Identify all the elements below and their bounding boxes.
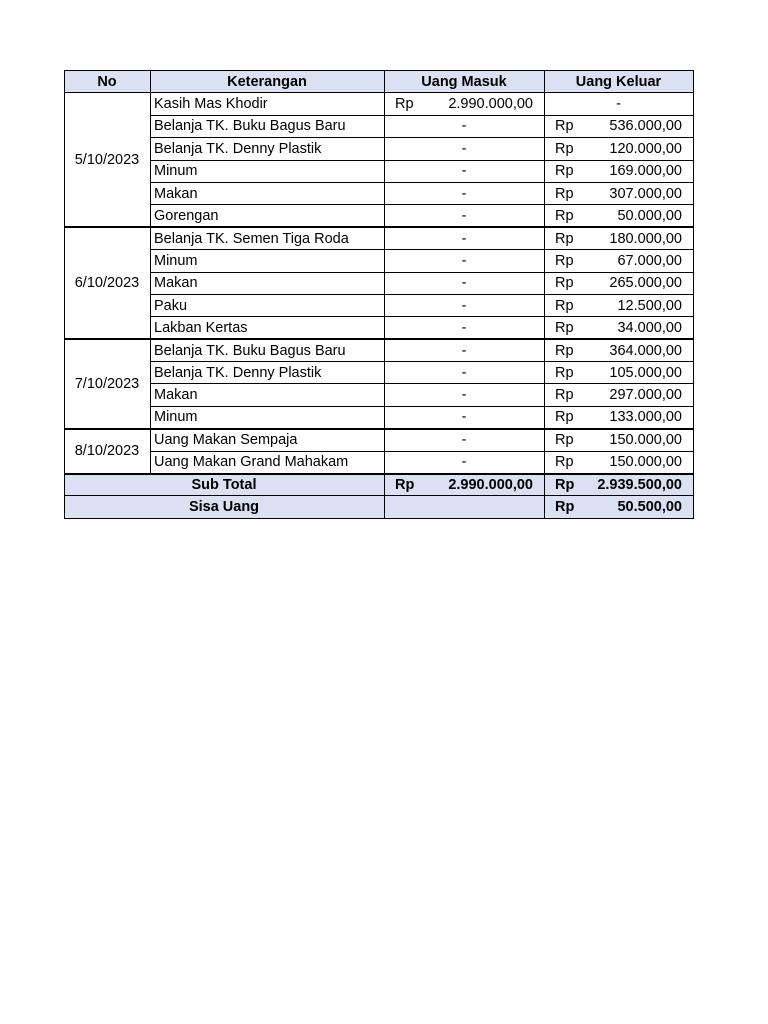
table-row <box>65 250 694 272</box>
empty-dash: - <box>461 454 467 471</box>
amount-value: 67.000,00 <box>617 252 682 269</box>
currency-label: Rp <box>555 118 574 135</box>
uang-masuk-cell[interactable] <box>385 205 545 227</box>
subtotal-out-cell[interactable] <box>545 474 694 496</box>
amount-value: 150.000,00 <box>609 454 682 471</box>
uang-keluar-cell[interactable] <box>545 227 694 249</box>
empty-dash: - <box>461 163 467 180</box>
currency-label: Rp <box>555 476 575 493</box>
currency-label: Rp <box>395 96 414 113</box>
uang-masuk-cell[interactable] <box>385 227 545 249</box>
uang-masuk-cell[interactable] <box>385 362 545 384</box>
keterangan-cell[interactable]: Makan <box>151 272 385 294</box>
empty-dash: - <box>461 387 467 404</box>
amount-value: 265.000,00 <box>609 275 682 292</box>
currency-label: Rp <box>555 230 574 247</box>
empty-dash: - <box>461 140 467 157</box>
uang-keluar-cell[interactable] <box>545 205 694 227</box>
date-cell[interactable]: 5/10/2023 <box>65 93 151 227</box>
sisa-uang-value: 50.500,00 <box>617 499 682 516</box>
keterangan-cell[interactable]: Lakban Kertas <box>151 317 385 339</box>
keterangan-cell[interactable]: Uang Makan Sempaja <box>151 429 385 451</box>
sisa-uang-row <box>65 496 694 518</box>
table-row <box>65 429 694 451</box>
keterangan-cell[interactable]: Minum <box>151 406 385 428</box>
uang-keluar-cell[interactable] <box>545 272 694 294</box>
empty-dash: - <box>461 409 467 426</box>
uang-keluar-cell[interactable] <box>545 317 694 339</box>
uang-keluar-cell[interactable] <box>545 93 694 115</box>
table-row <box>65 317 694 339</box>
header-uang-masuk[interactable]: Uang Masuk <box>385 71 545 93</box>
uang-keluar-cell[interactable] <box>545 138 694 160</box>
subtotal-in-value: 2.990.000,00 <box>448 476 533 493</box>
uang-keluar-cell[interactable] <box>545 115 694 137</box>
uang-keluar-cell[interactable] <box>545 406 694 428</box>
uang-masuk-cell[interactable] <box>385 429 545 451</box>
amount-value: 169.000,00 <box>609 163 682 180</box>
currency-label: Rp <box>555 319 574 336</box>
keterangan-cell[interactable]: Makan <box>151 182 385 204</box>
keterangan-cell[interactable]: Minum <box>151 250 385 272</box>
empty-dash: - <box>461 185 467 202</box>
empty-dash: - <box>461 432 467 449</box>
empty-dash: - <box>461 252 467 269</box>
currency-label: Rp <box>555 454 574 471</box>
amount-value: 133.000,00 <box>609 409 682 426</box>
uang-masuk-cell[interactable] <box>385 317 545 339</box>
header-uang-keluar[interactable]: Uang Keluar <box>545 71 694 93</box>
empty-dash: - <box>461 364 467 381</box>
table-row <box>65 451 694 473</box>
date-cell[interactable]: 6/10/2023 <box>65 227 151 339</box>
empty-dash: - <box>461 297 467 314</box>
sisa-uang-in-cell[interactable] <box>385 496 545 518</box>
amount-value: 34.000,00 <box>617 319 682 336</box>
uang-masuk-cell[interactable] <box>385 272 545 294</box>
empty-dash: - <box>461 275 467 292</box>
amount-value: 180.000,00 <box>609 230 682 247</box>
ledger-table <box>64 70 694 519</box>
date-cell[interactable]: 7/10/2023 <box>65 339 151 429</box>
amount-value: 50.000,00 <box>617 207 682 224</box>
ledger-body <box>65 93 694 474</box>
uang-keluar-cell[interactable] <box>545 429 694 451</box>
keterangan-cell[interactable]: Belanja TK. Denny Plastik <box>151 362 385 384</box>
uang-masuk-cell[interactable] <box>385 384 545 406</box>
amount-value: 307.000,00 <box>609 185 682 202</box>
keterangan-cell[interactable]: Belanja TK. Buku Bagus Baru <box>151 339 385 361</box>
currency-label: Rp <box>555 275 574 292</box>
currency-label: Rp <box>555 185 574 202</box>
empty-dash: - <box>461 319 467 336</box>
currency-label: Rp <box>555 342 574 359</box>
keterangan-cell[interactable]: Gorengan <box>151 205 385 227</box>
table-row <box>65 160 694 182</box>
uang-keluar-cell[interactable] <box>545 250 694 272</box>
uang-masuk-cell[interactable] <box>385 93 545 115</box>
amount-value: 297.000,00 <box>609 387 682 404</box>
uang-masuk-cell[interactable] <box>385 250 545 272</box>
keterangan-cell[interactable]: Uang Makan Grand Mahakam <box>151 451 385 473</box>
currency-label: Rp <box>555 387 574 404</box>
table-row <box>65 339 694 361</box>
table-row <box>65 406 694 428</box>
subtotal-row <box>65 474 694 496</box>
amount-value: 105.000,00 <box>609 364 682 381</box>
table-row <box>65 384 694 406</box>
keterangan-cell[interactable]: Minum <box>151 160 385 182</box>
header-row <box>65 71 694 93</box>
spreadsheet-sheet <box>64 70 693 519</box>
currency-label: Rp <box>555 140 574 157</box>
subtotal-out-value: 2.939.500,00 <box>597 476 682 493</box>
uang-masuk-cell[interactable] <box>385 138 545 160</box>
keterangan-cell[interactable]: Belanja TK. Buku Bagus Baru <box>151 115 385 137</box>
amount-value: 2.990.000,00 <box>448 96 533 113</box>
uang-masuk-cell[interactable] <box>385 339 545 361</box>
currency-label: Rp <box>555 207 574 224</box>
currency-label: Rp <box>395 476 415 493</box>
currency-label: Rp <box>555 163 574 180</box>
uang-masuk-cell[interactable] <box>385 182 545 204</box>
uang-keluar-cell[interactable] <box>545 339 694 361</box>
header-keterangan[interactable]: Keterangan <box>151 71 385 93</box>
uang-keluar-cell[interactable] <box>545 182 694 204</box>
currency-label: Rp <box>555 409 574 426</box>
header-no[interactable]: No <box>65 71 151 93</box>
currency-label: Rp <box>555 432 574 449</box>
subtotal-label[interactable]: Sub Total <box>65 474 385 496</box>
uang-masuk-cell[interactable] <box>385 406 545 428</box>
uang-masuk-cell[interactable] <box>385 294 545 316</box>
sisa-uang-out-cell[interactable] <box>545 496 694 518</box>
uang-masuk-cell[interactable] <box>385 160 545 182</box>
currency-label: Rp <box>555 252 574 269</box>
keterangan-cell[interactable]: Belanja TK. Semen Tiga Roda <box>151 227 385 249</box>
sisa-uang-label[interactable]: Sisa Uang <box>65 496 385 518</box>
empty-dash: - <box>461 230 467 247</box>
uang-keluar-cell[interactable] <box>545 160 694 182</box>
uang-masuk-cell[interactable] <box>385 451 545 473</box>
empty-dash: - <box>616 96 621 113</box>
keterangan-cell[interactable]: Paku <box>151 294 385 316</box>
empty-dash: - <box>461 118 467 135</box>
currency-label: Rp <box>555 499 575 516</box>
table-row <box>65 182 694 204</box>
table-row <box>65 138 694 160</box>
currency-label: Rp <box>555 297 574 314</box>
table-row <box>65 294 694 316</box>
uang-keluar-cell[interactable] <box>545 362 694 384</box>
keterangan-cell[interactable]: Kasih Mas Khodir <box>151 93 385 115</box>
uang-keluar-cell[interactable] <box>545 451 694 473</box>
amount-value: 120.000,00 <box>609 140 682 157</box>
subtotal-in-cell[interactable] <box>385 474 545 496</box>
amount-value: 12.500,00 <box>617 297 682 314</box>
amount-value: 364.000,00 <box>609 342 682 359</box>
uang-masuk-cell[interactable] <box>385 115 545 137</box>
keterangan-cell[interactable]: Makan <box>151 384 385 406</box>
uang-keluar-cell[interactable] <box>545 384 694 406</box>
table-row <box>65 272 694 294</box>
table-row <box>65 205 694 227</box>
keterangan-cell[interactable]: Belanja TK. Denny Plastik <box>151 138 385 160</box>
table-row <box>65 227 694 249</box>
currency-label: Rp <box>555 364 574 381</box>
table-row <box>65 362 694 384</box>
empty-dash: - <box>461 342 467 359</box>
table-row <box>65 115 694 137</box>
table-row <box>65 93 694 115</box>
date-cell[interactable]: 8/10/2023 <box>65 429 151 474</box>
amount-value: 536.000,00 <box>609 118 682 135</box>
amount-value: 150.000,00 <box>609 432 682 449</box>
empty-dash: - <box>461 207 467 224</box>
uang-keluar-cell[interactable] <box>545 294 694 316</box>
